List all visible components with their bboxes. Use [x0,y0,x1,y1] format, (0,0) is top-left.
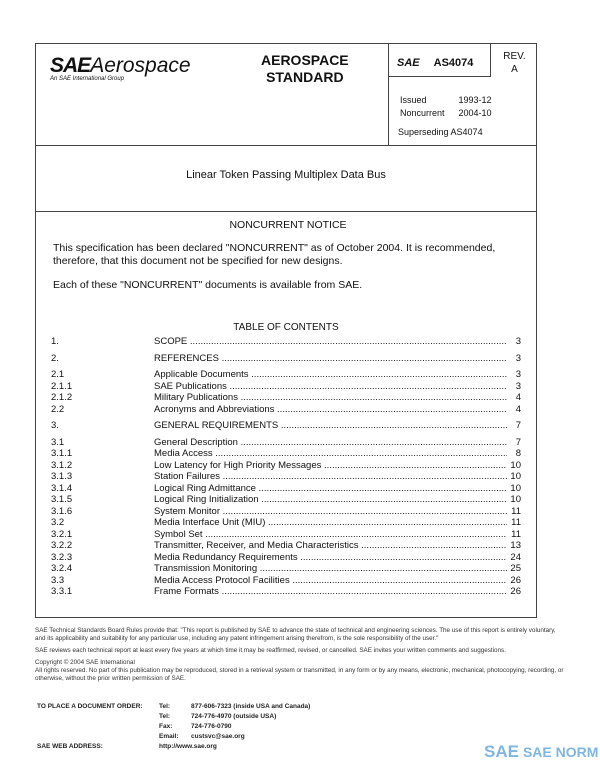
document-frame [35,43,537,618]
toc-page: 10 [510,459,521,471]
toc-entry[interactable] [51,494,521,506]
notice-paragraph: This specification has been declared "NONCURRENT" as of October 2004. It is recommended, therefore, that this document not be specified for new designs. [53,242,496,267]
toc-entry[interactable] [51,563,521,575]
web-label: SAE WEB ADDRESS: [37,743,103,750]
toc-page: 7 [515,436,521,448]
order-label: TO PLACE A DOCUMENT ORDER: [37,703,143,710]
logo-sae: SAE [50,54,91,77]
doc-number-value: AS4074 [433,57,474,69]
toc-label: Media Access Protocol Facilities ..... [154,575,507,587]
toc-page: 7 [515,420,521,431]
toc-page: 24 [510,551,521,563]
toc-label: Station Failures ..... [154,471,507,483]
toc-label: Military Publications ..... [154,392,507,404]
noncurrent-label: Noncurrent [400,108,445,118]
toc-number: 3.2.1 [51,528,73,540]
toc-entry[interactable] [51,575,521,587]
legal-notice [35,627,565,683]
order-info [35,701,320,753]
toc-entry[interactable] [51,381,521,393]
toc-page: 10 [510,482,521,494]
toc-label: System Monitor ..... [154,506,507,518]
revision [491,50,538,76]
sae-norm-watermark [484,742,598,762]
issued-label: Issued [400,95,427,105]
toc-entry[interactable] [51,506,521,518]
toc-number: 3.2.2 [51,540,73,551]
toc-label: Frame Formats ..... [154,586,507,598]
issued-value: 1993-12 [458,95,492,105]
legal-paragraph: SAE Technical Standards Board Rules provide that: "This report is published by SAE to advance the state of technical and engineering sciences. The use of this report is entirely voluntary, and its applicability and suitability for any particular use, including any patent infringement arising therefrom, is the sole responsibility of the user." [35,627,556,642]
toc-page: 11 [511,505,521,517]
noncurrent-notice [53,219,523,303]
document-title: Linear Token Passing Multiplex Data Bus [36,146,536,212]
toc-label: GENERAL REQUIREMENTS ..... [154,420,507,432]
toc-entry[interactable] [51,437,521,449]
email-label: Email: [159,733,179,740]
toc-label: Logical Ring Admittance ..... [154,483,507,495]
fax: 724-776-0790 [191,723,232,730]
toc-number: 3.3 [51,574,65,586]
toc-number: 3.1.1 [51,448,73,459]
watermark-text: SAE NORM [522,744,599,760]
toc-entry[interactable] [51,540,521,552]
toc-entry[interactable] [51,392,521,404]
toc-label: SAE Publications ..... [154,381,507,393]
toc-number: 3.1.4 [51,482,73,494]
toc-page: 3 [515,380,521,392]
toc-page: 25 [510,563,521,574]
superseding: Superseding AS4074 [398,127,483,137]
toc-page: 26 [510,574,521,586]
tel-label: Tel: [159,703,171,710]
toc-number: 2.1.2 [51,392,73,403]
toc-entry[interactable] [51,336,521,348]
sae-aerospace-logo [50,54,191,82]
toc-number: 3.1 [51,436,65,448]
doc-prefix: SAE [397,57,420,69]
notice-heading: NONCURRENT NOTICE [229,219,347,231]
toc-page: 11 [511,528,521,540]
toc-number: 3.1.6 [51,505,73,517]
toc-label: REFERENCES ..... [154,353,507,365]
toc-label: Applicable Documents ..... [154,369,507,381]
tel-label: Tel: [159,713,171,720]
toc-page: 8 [515,448,521,459]
toc-entry[interactable] [51,586,521,598]
rights-notice: All rights reserved. No part of this publication may be reproduced, stored in a retrieval system or transmitted, in any form or by any means, electronic, mechanical, photocopying, recording, or otherwise, without the prior written permission of SAE. [35,667,564,682]
toc-page: 11 [511,517,521,528]
standard-line1: AEROSPACE [261,52,349,68]
toc-label: Media Redundancy Requirements ..... [154,552,507,564]
toc-number: 3.1.3 [51,471,73,482]
toc-page: 4 [515,392,521,403]
toc-number: 3.3.1 [51,586,73,597]
toc-entry[interactable] [51,404,521,416]
logo-subtitle: An SAE International Group [50,76,125,82]
watermark-logo: SAE [484,742,519,761]
toc-number: 2.1.1 [51,380,73,392]
toc-page: 3 [515,369,521,380]
toc-number: 3.1.5 [51,494,73,505]
standard-type [261,52,349,86]
notice-paragraph: Each of these "NONCURRENT" documents is available from SAE. [53,279,363,291]
noncurrent-value: 2004-10 [458,108,492,118]
toc-number: 3. [51,420,59,431]
toc-label: Media Interface Unit (MIU) ..... [154,517,507,529]
toc-number: 3.1.2 [51,459,73,471]
toc-page: 3 [515,352,521,364]
legal-paragraph: SAE reviews each technical report at least every five years at which time it may be reaffirmed, revised, or cancelled. SAE invites your written comments and suggestions. [35,647,506,654]
toc-label: Transmission Monitoring ..... [154,563,507,575]
toc-entry[interactable] [51,471,521,483]
toc-number: 2.1 [51,369,65,380]
toc-entry[interactable] [51,529,521,541]
toc-label: Transmitter, Receiver, and Media Characteristics ..... [154,540,507,552]
toc-label: Media Access ..... [154,448,507,460]
toc-heading: TABLE OF CONTENTS [233,322,339,333]
toc-entry[interactable] [51,353,521,365]
toc-number: 2. [51,352,59,364]
toc-page: 13 [510,540,521,551]
toc-page: 26 [510,586,521,597]
copyright: Copyright © 2004 SAE International [35,659,135,666]
email-link[interactable]: custsvc@sae.org [191,733,245,740]
toc-page: 10 [510,471,521,482]
toc-page: 4 [515,403,521,415]
tel2[interactable]: 724-776-4970 (outside USA) [191,713,277,720]
doc-number [389,44,490,77]
toc-entry[interactable] [51,369,521,381]
toc-label: General Description ..... [154,437,507,449]
toc-entry[interactable] [51,552,521,564]
rev-value: A [511,64,518,75]
table-of-contents [51,336,521,598]
header [36,44,536,146]
standard-line2: STANDARD [266,69,344,85]
toc-entry[interactable] [51,460,521,472]
toc-number: 3.2.4 [51,563,73,574]
toc-number: 3.2.3 [51,551,73,563]
logo-aerospace: Aerospace [90,54,191,77]
toc-entry[interactable] [51,420,521,432]
tel1[interactable]: 877-606-7323 (inside USA and Canada) [191,703,311,710]
toc-number: 3.2 [51,517,65,528]
toc-page: 10 [510,494,521,505]
toc-label: SCOPE ..... [154,336,507,348]
toc-number: 2.2 [51,403,65,415]
toc-page: 3 [515,336,521,347]
toc-label: Acronyms and Abbreviations ..... [154,404,507,416]
web-link[interactable]: http://www.sae.org [159,743,217,750]
toc-label: Logical Ring Initialization ..... [154,494,507,506]
toc-label: Symbol Set ..... [154,529,507,541]
toc-entry[interactable] [51,483,521,495]
rev-label: REV. [503,51,526,62]
toc-entry[interactable] [51,448,521,460]
issue-info [398,93,506,138]
toc-label: Low Latency for High Priority Messages ..... [154,460,507,472]
toc-entry[interactable] [51,517,521,529]
fax-label: Fax: [159,723,173,730]
toc-number: 1. [51,336,59,347]
